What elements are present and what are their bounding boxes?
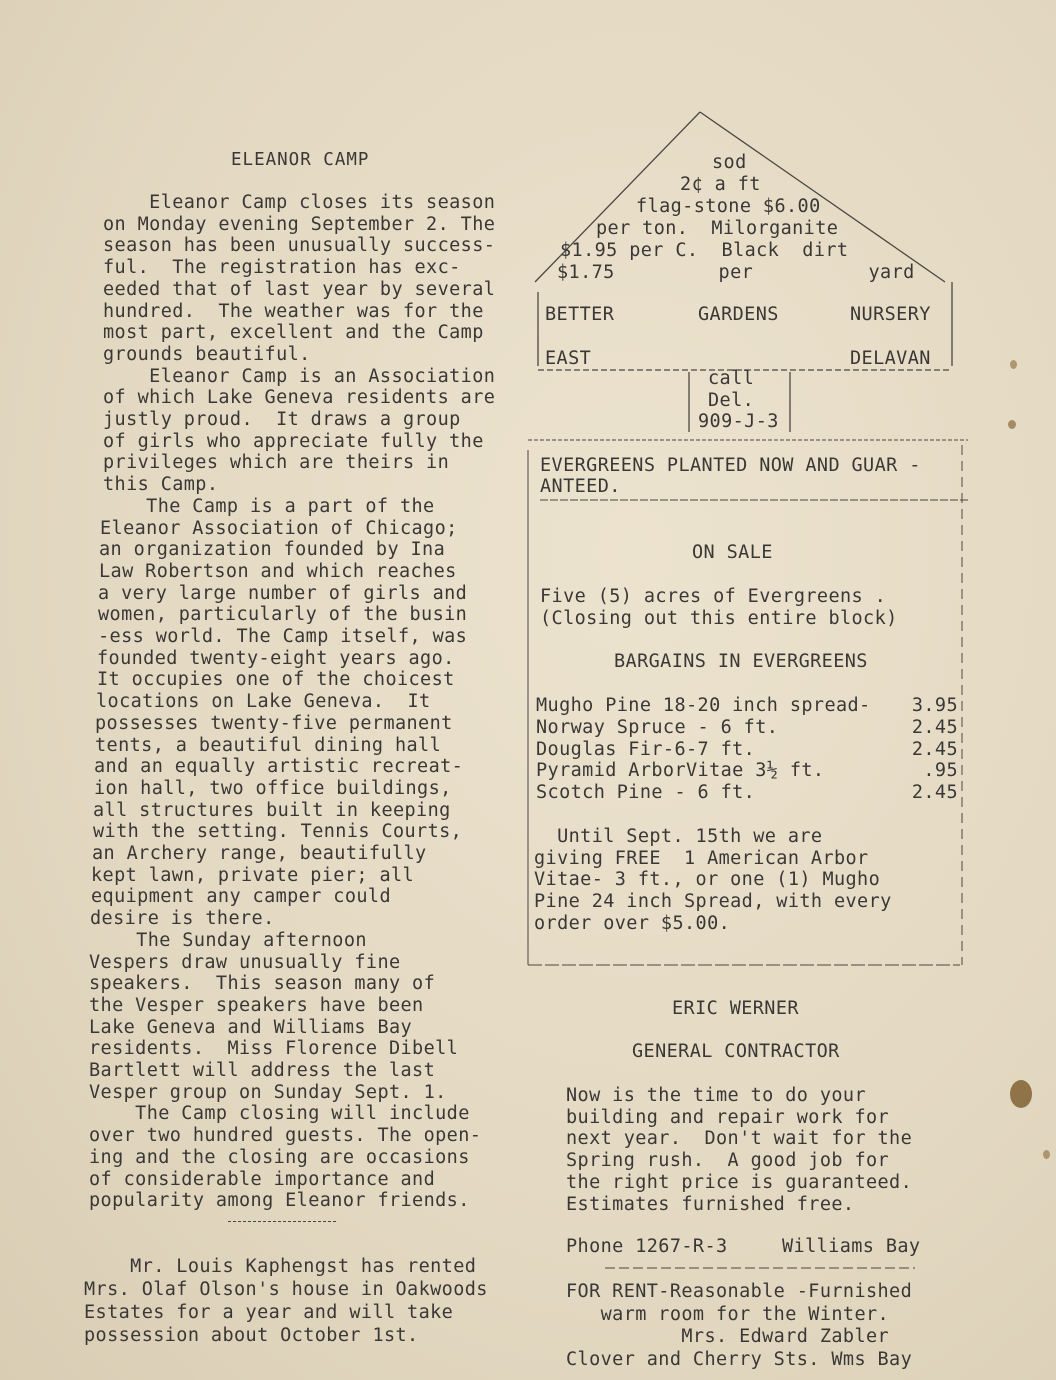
header-line: EVERGREENS PLANTED NOW AND GUAR -	[540, 455, 921, 476]
werner-title: GENERAL CONTRACTOR	[632, 1041, 840, 1062]
article-line: the Vesper speakers have been	[89, 994, 424, 1016]
item-price: 2.45	[911, 738, 958, 760]
on-sale-heading: ON SALE	[692, 542, 773, 563]
article-line: Eleanor Camp is an Association	[103, 365, 496, 387]
werner-phone: Phone 1267-R-3	[566, 1236, 728, 1257]
phone-line: Del.	[708, 389, 755, 411]
price-line: $1.75 per yard	[557, 262, 915, 283]
article-line: privileges which are theirs in	[103, 452, 450, 474]
article-line: Lake Geneva and Williams Bay	[89, 1016, 413, 1038]
article-line: equipment any camper could	[91, 886, 391, 908]
better-label: BETTER	[545, 304, 615, 325]
item-price: 2.45	[911, 782, 958, 804]
article-line: an Archery range, beautifully	[92, 843, 427, 864]
article-line: kept lawn, private pier; all	[91, 864, 415, 886]
rent-line: Clover and Cherry Sts. Wms Bay	[566, 1348, 913, 1370]
bargains-heading: BARGAINS IN EVERGREENS	[614, 651, 868, 672]
sale-line: (Closing out this entire block)	[540, 608, 898, 629]
price-line: flag-stone $6.00	[636, 196, 821, 217]
item-price: 2.45	[911, 716, 958, 738]
article-line: Eleanor Association of Chicago;	[100, 517, 458, 539]
article-line: -ess world. The Camp itself, was	[98, 626, 468, 647]
article-line: residents. Miss Florence Dibell	[89, 1038, 459, 1060]
article-line: most part, excellent and the Camp	[103, 322, 484, 344]
price-line: 2¢ a ft	[680, 174, 761, 195]
werner-line: next year. Don't wait for the	[566, 1128, 913, 1150]
article-line: on Monday evening September 2. The	[103, 213, 496, 235]
phone-line: call	[708, 368, 755, 389]
notice-line: Estates for a year and will take	[84, 1302, 454, 1323]
price-line: per ton. Milorganite	[596, 218, 839, 239]
price-line: sod	[712, 152, 747, 173]
item-name: Scotch Pine - 6 ft.	[536, 782, 756, 804]
article-line: an organization founded by Ina	[99, 539, 446, 561]
article-line: ful. The registration has exc-	[103, 257, 461, 279]
east-label: EAST	[545, 348, 592, 369]
werner-place: Williams Bay	[782, 1236, 921, 1257]
rent-line: warm room for the Winter.	[566, 1303, 890, 1325]
article-line: It occupies one of the choicest	[97, 669, 455, 691]
delavan-label: DELAVAN	[850, 348, 931, 369]
article-line: speakers. This season many of	[89, 973, 436, 995]
article-line: The Camp is a part of the	[100, 495, 435, 517]
article-line: tents, a beautiful dining hall	[95, 734, 442, 756]
offer-line: Until Sept. 15th we are	[534, 826, 823, 847]
offer-line: giving FREE 1 American Arbor	[534, 847, 869, 869]
werner-line: Spring rush. A good job for	[566, 1150, 890, 1172]
article-line: ion hall, two office buildings,	[94, 777, 452, 799]
offer-line: Pine 24 inch Spread, with every	[534, 891, 892, 913]
offer-line: Vitae- 3 ft., or one (1) Mugho	[534, 869, 881, 891]
item-name: Mugho Pine 18-20 inch spread-	[536, 695, 871, 716]
article-line: hundred. The weather was for the	[103, 300, 484, 322]
item-price: 3.95	[911, 695, 958, 716]
article-line: Vesper group on Sunday Sept. 1.	[89, 1081, 447, 1103]
notice-line: possession about October 1st.	[84, 1325, 419, 1346]
eleanor-camp-title: ELEANOR CAMP	[231, 150, 370, 170]
paper-stain	[1008, 420, 1016, 429]
article-line: and an equally artistic recreat-	[94, 756, 464, 778]
article-line: all structures built in keeping	[93, 799, 451, 821]
gardens-label: GARDENS	[698, 304, 779, 325]
werner-line: Estimates furnished free.	[566, 1193, 855, 1215]
notice-line: Mr. Louis Kaphengst has rented	[84, 1256, 477, 1277]
paper-stain	[1010, 360, 1017, 369]
item-name: Pyramid ArborVitae 3½ ft.	[536, 760, 825, 782]
article-line: of which Lake Geneva residents are	[103, 387, 496, 409]
notice-line: Mrs. Olaf Olson's house in Oakwoods	[84, 1279, 488, 1300]
article-line: season has been unusually success-	[103, 235, 496, 257]
article-line: women, particularly of the busin	[98, 604, 468, 626]
article-line: The Camp closing will include	[89, 1103, 470, 1125]
article-line: popularity among Eleanor friends.	[89, 1190, 470, 1212]
werner-line: Now is the time to do your	[566, 1085, 866, 1106]
werner-line: the right price is guaranteed.	[566, 1171, 913, 1193]
item-name: Norway Spruce - 6 ft.	[536, 716, 779, 738]
article-line: with the setting. Tennis Courts,	[93, 821, 463, 843]
nursery-label: NURSERY	[850, 304, 931, 325]
article-line: Vespers draw unusually fine	[89, 951, 401, 973]
article-line: grounds beautiful.	[103, 343, 311, 365]
paper-stain	[1010, 1080, 1032, 1108]
article-line: this Camp.	[103, 474, 219, 496]
article-line: Bartlett will address the last	[89, 1060, 436, 1081]
article-line: Eleanor Camp closes its season	[103, 192, 496, 213]
sale-line: Five (5) acres of Evergreens .	[540, 586, 887, 607]
article-line: eeded that of last year by several	[103, 278, 496, 300]
article-line: locations on Lake Geneva. It	[96, 691, 431, 713]
article-line: founded twenty-eight years ago.	[97, 647, 455, 669]
article-line: over two hundred guests. The open-	[89, 1125, 482, 1147]
rent-line: Mrs. Edward Zabler	[566, 1326, 890, 1347]
item-price: .95	[923, 760, 958, 782]
phone-line: 909-J-3	[698, 411, 779, 432]
werner-line: building and repair work for	[566, 1106, 890, 1128]
article-line: of considerable importance and	[89, 1168, 436, 1190]
header-line: ANTEED.	[540, 476, 621, 497]
rent-line: FOR RENT-Reasonable -Furnished	[566, 1281, 913, 1302]
offer-line: order over $5.00.	[534, 912, 731, 934]
article-line: a very large number of girls and	[98, 582, 468, 604]
article-line: Law Robertson and which reaches	[99, 560, 457, 582]
article-line: justly proud. It draws a group	[103, 409, 461, 430]
article-line: possesses twenty-five permanent	[95, 712, 453, 734]
article-line: of girls who appreciate fully the	[103, 430, 484, 452]
price-line: $1.95 per C. Black dirt	[560, 240, 849, 261]
article-line: The Sunday afternoon	[90, 929, 367, 951]
werner-name: ERIC WERNER	[672, 998, 799, 1019]
article-line: desire is there.	[90, 908, 275, 930]
item-name: Douglas Fir-6-7 ft.	[536, 738, 756, 760]
paper-stain	[1043, 1150, 1050, 1159]
article-line: ing and the closing are occasions	[89, 1146, 470, 1168]
